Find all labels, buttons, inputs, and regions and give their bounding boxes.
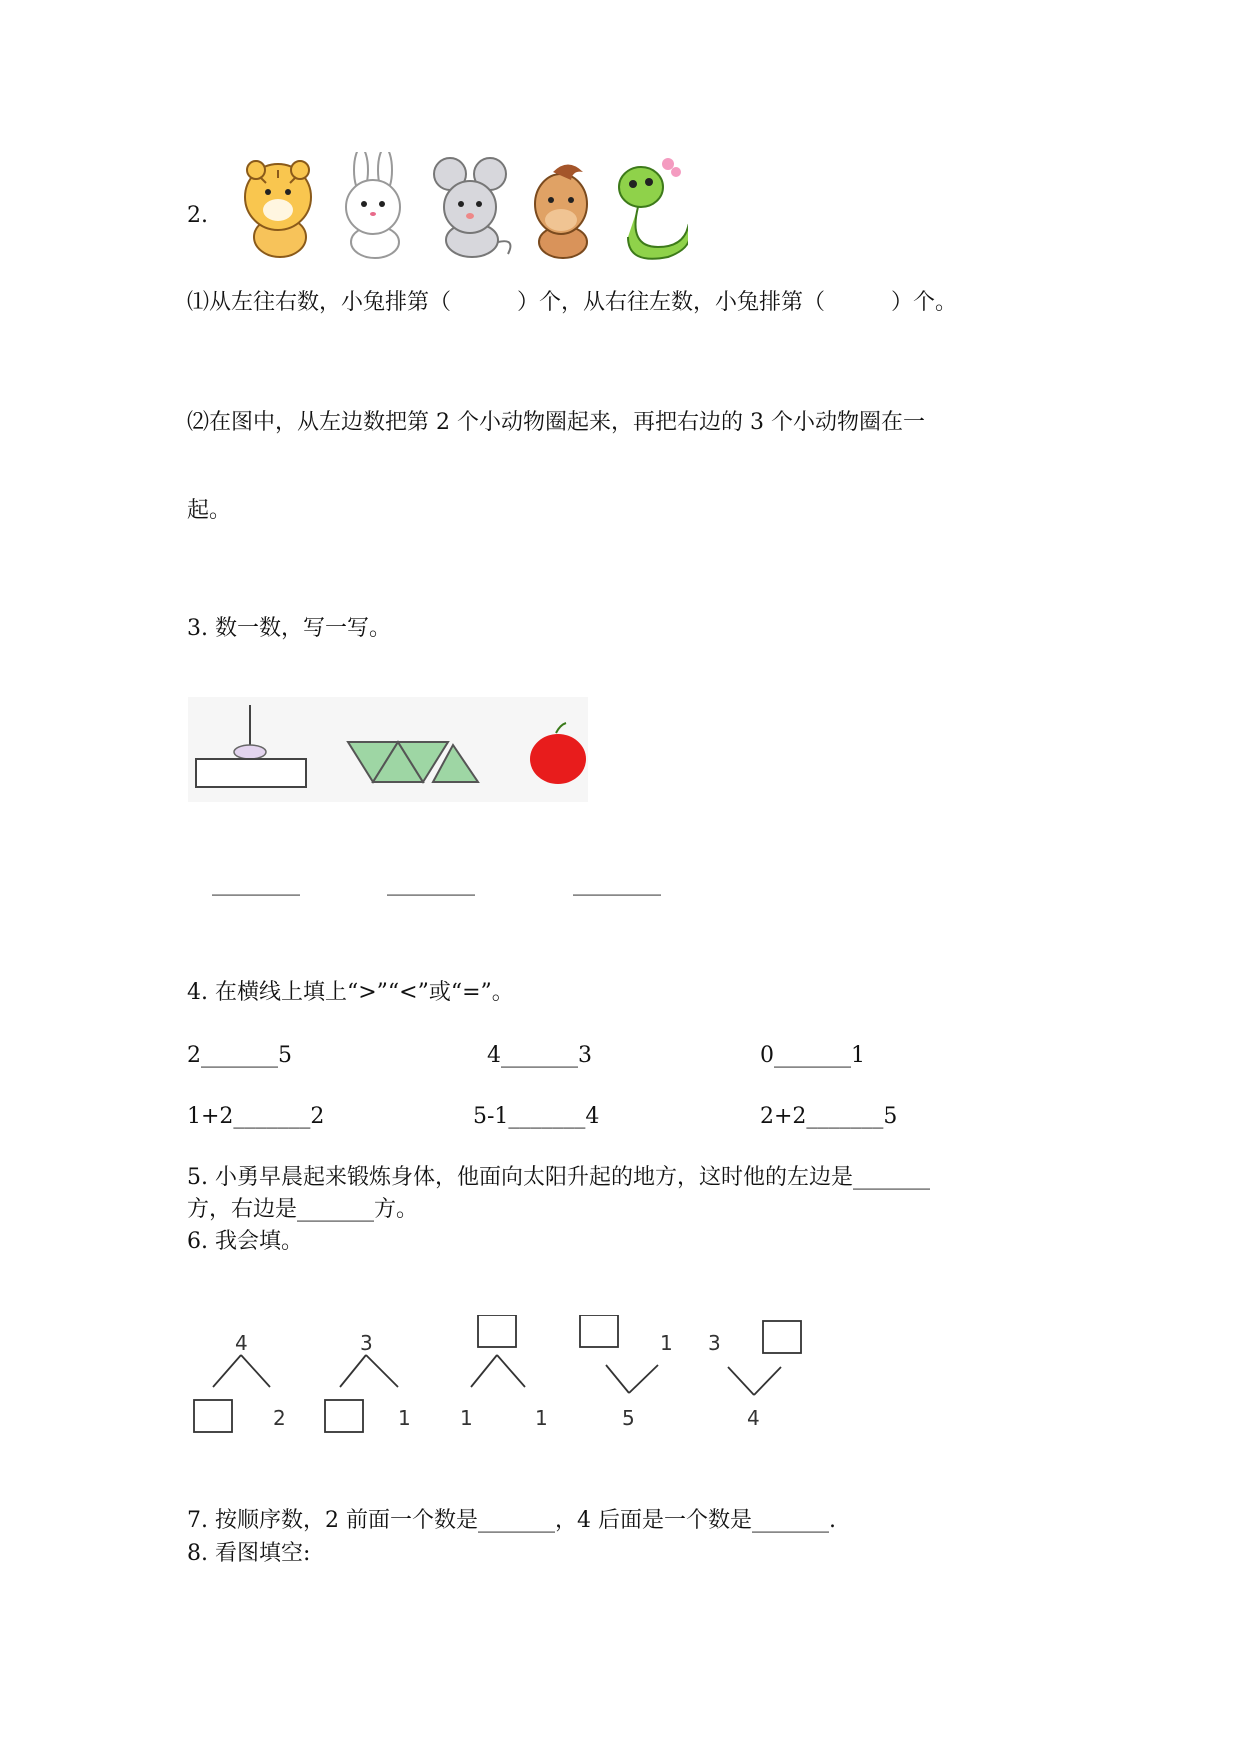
- tree-2-top: 3: [360, 1331, 373, 1355]
- answer-box[interactable]: [194, 1400, 232, 1432]
- tree-1-right: 2: [273, 1406, 286, 1430]
- compare-item[interactable]: 0_______1: [760, 1043, 865, 1068]
- number-bond-diagrams: [188, 1315, 828, 1445]
- compare-item[interactable]: 1+2_______2: [187, 1104, 325, 1129]
- tree-3-right: 1: [535, 1406, 548, 1430]
- answer-blank-3[interactable]: ________: [573, 871, 661, 896]
- answer-box[interactable]: [763, 1321, 801, 1353]
- answer-box[interactable]: [580, 1315, 618, 1347]
- question-7-text: 7. 按顺序数，2 前面一个数是_______，4 后面是一个数是_______.: [187, 1508, 836, 1533]
- compare-item[interactable]: 5-1_______4: [473, 1104, 600, 1129]
- compare-item[interactable]: 2_______5: [187, 1043, 292, 1068]
- question-3-title: 3. 数一数，写一写。: [187, 616, 391, 641]
- question-2-part2-line2: 起。: [187, 498, 232, 523]
- answer-blank-2[interactable]: ________: [387, 871, 475, 896]
- tree-5-top-left: 3: [708, 1331, 721, 1355]
- tree-4-bottom: 5: [622, 1406, 635, 1430]
- question-8-title: 8. 看图填空:: [187, 1541, 311, 1566]
- tree-2-right: 1: [398, 1406, 411, 1430]
- question-4-title: 4. 在横线上填上“>”“<”或“=”。: [187, 980, 514, 1005]
- question-2-part2-line1: ⑵在图中，从左边数把第 2 个小动物圈起来，再把右边的 3 个小动物圈在一: [187, 410, 925, 435]
- answer-box[interactable]: [325, 1400, 363, 1432]
- compare-item[interactable]: 4_______3: [487, 1043, 592, 1068]
- compare-item[interactable]: 2+2_______5: [760, 1104, 898, 1129]
- question-5-line1: 5. 小勇早晨起来锻炼身体，他面向太阳升起的地方，这时他的左边是_______: [187, 1165, 930, 1190]
- tree-1-top: 4: [235, 1331, 248, 1355]
- answer-blank-1[interactable]: ________: [212, 871, 300, 896]
- answer-box[interactable]: [478, 1315, 516, 1347]
- mouse-icon: [434, 158, 510, 257]
- horse-icon: [535, 165, 587, 259]
- tree-4-top-right: 1: [660, 1331, 673, 1355]
- tree-5-bottom: 4: [747, 1406, 760, 1430]
- question-6-title: 6. 我会填。: [187, 1229, 303, 1254]
- tiger-icon: [245, 161, 311, 257]
- animals-row: [228, 152, 688, 262]
- question-2-part1: ⑴从左往右数，小兔排第（ ）个，从右往左数，小兔排第（ ）个。: [187, 290, 958, 315]
- counting-picture: [188, 697, 588, 802]
- question-2-number: 2.: [187, 203, 208, 228]
- question-5-line2: 方，右边是_______方。: [187, 1197, 419, 1222]
- snake-icon: [619, 158, 688, 259]
- tree-3-left: 1: [460, 1406, 473, 1430]
- rabbit-icon: [346, 152, 400, 258]
